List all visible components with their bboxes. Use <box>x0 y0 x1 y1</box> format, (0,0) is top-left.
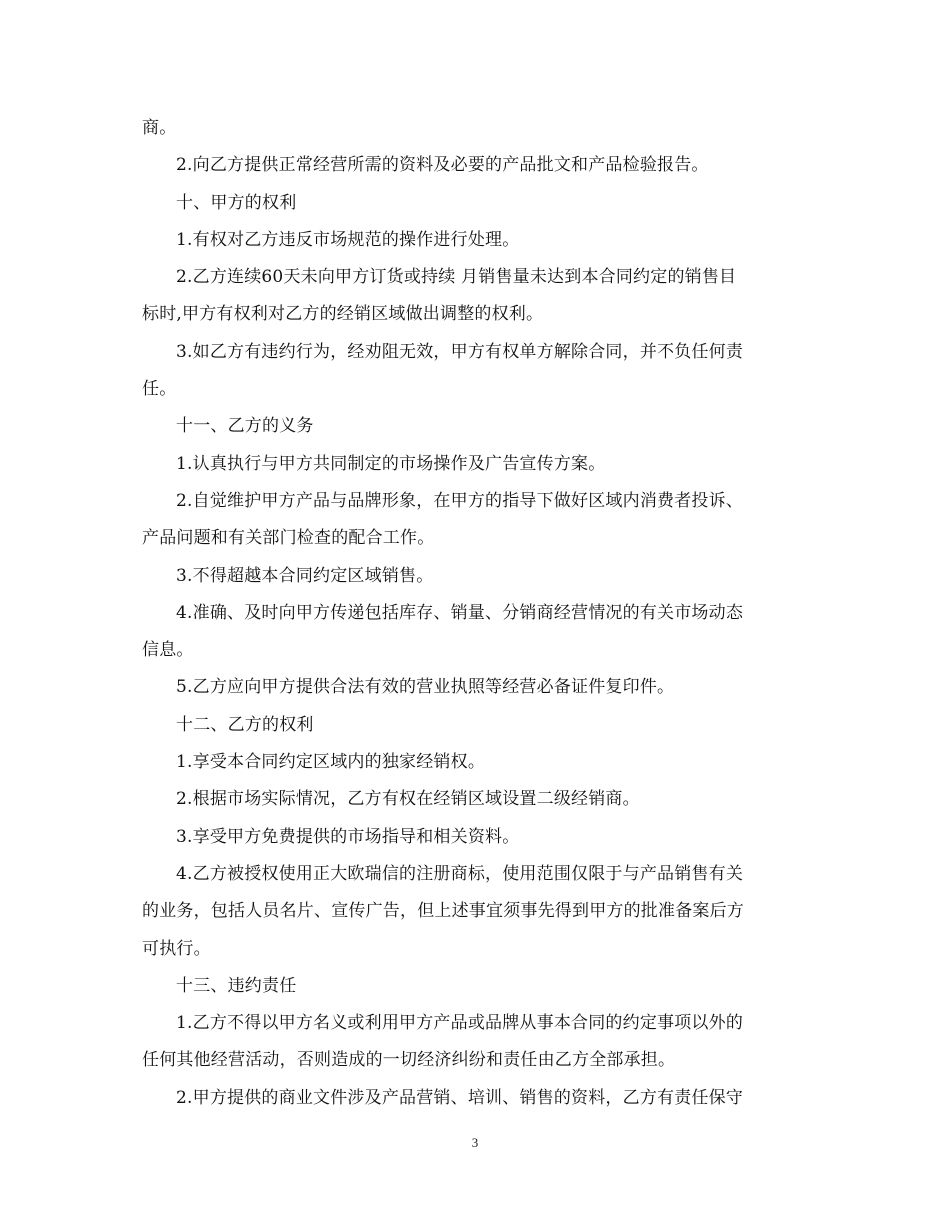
text-line: 4.乙方被授权使用正大欧瑞信的注册商标，使用范围仅限于与产品销售有关 <box>176 863 744 884</box>
text-line: 2.自觉维护甲方产品与品牌形象，在甲方的指导下做好区域内消费者投诉、 <box>176 490 744 511</box>
section-heading: 十、甲方的权利 <box>176 192 297 213</box>
text-line: 1.有权对乙方违反市场规范的操作进行处理。 <box>176 229 520 250</box>
text-line: 1.认真执行与甲方共同制定的市场操作及广告宣传方案。 <box>176 453 606 474</box>
text-line: 3.不得超越本合同约定区域销售。 <box>176 565 434 586</box>
text-line: 4.准确、及时向甲方传递包括库存、销量、分销商经营情况的有关市场动态 <box>176 602 744 623</box>
section-heading: 十二、乙方的权利 <box>176 714 314 735</box>
text-line: 的业务，包括人员名片、宣传广告，但上述事宜须事先得到甲方的批准备案后方 <box>142 901 744 922</box>
text-line: 可执行。 <box>142 938 211 959</box>
text-line: 任。 <box>142 379 177 400</box>
text-line: 2.甲方提供的商业文件涉及产品营销、培训、销售的资料，乙方有责任保守 <box>176 1087 744 1108</box>
text-line: 3.享受甲方免费提供的市场指导和相关资料。 <box>176 826 520 847</box>
text-line: 任何其他经营活动，否则造成的一切经济纠纷和责任由乙方全部承担。 <box>142 1050 676 1071</box>
text-line: 1.乙方不得以甲方名义或利用甲方产品或品牌从事本合同的约定事项以外的 <box>176 1013 744 1034</box>
document-body <box>142 110 810 1117</box>
text-line: 2.乙方连续60天未向甲方订货或持续 月销售量未达到本合同约定的销售目 <box>176 267 737 288</box>
text-line: 产品问题和有关部门检查的配合工作。 <box>142 528 435 549</box>
text-line: 3.如乙方有违约行为，经劝阻无效，甲方有权单方解除合同，并不负任何责 <box>176 341 744 362</box>
text-line: 商。 <box>142 118 177 138</box>
text-line: 信息。 <box>142 640 194 661</box>
text-line: 2.向乙方提供正常经营所需的资料及必要的产品批文和产品检验报告。 <box>176 155 709 176</box>
text-line: 标时,甲方有权利对乙方的经销区域做出调整的权利。 <box>142 304 544 325</box>
text-line: 2.根据市场实际情况，乙方有权在经销区域设置二级经销商。 <box>176 789 640 810</box>
page-number: 3 <box>471 1135 479 1150</box>
section-heading: 十一、乙方的义务 <box>176 416 314 437</box>
text-line: 5.乙方应向甲方提供合法有效的营业执照等经营必备证件复印件。 <box>176 677 675 698</box>
section-heading: 十三、违约责任 <box>176 975 297 996</box>
text-line: 1.享受本合同约定区域内的独家经销权。 <box>176 752 486 773</box>
